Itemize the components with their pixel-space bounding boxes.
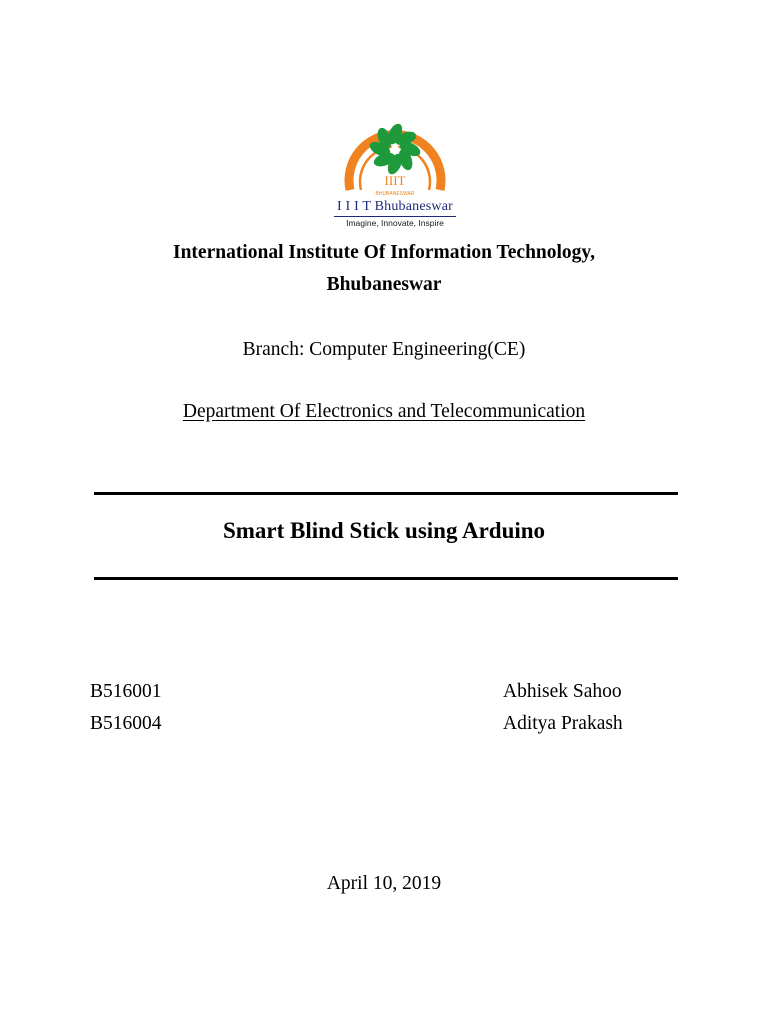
- title-top-rule: [94, 492, 678, 495]
- logo-divider: [334, 216, 456, 217]
- student-roll-1: B516001: [90, 681, 162, 702]
- student-name-2: Aditya Prakash: [503, 713, 623, 734]
- department-line: [0, 401, 768, 423]
- department-text: Department Of Electronics and Telecommunication: [182, 401, 586, 422]
- branch-text: Branch: Computer Engineering(CE): [242, 339, 526, 360]
- institute-logo: [330, 104, 460, 232]
- logo-tagline: Imagine, Innovate, Inspire: [346, 218, 444, 228]
- emblem-city: BHUBANESWAR: [375, 191, 415, 197]
- submission-date: April 10, 2019: [326, 873, 442, 894]
- student-name-1: Abhisek Sahoo: [503, 681, 622, 702]
- student-roll-2: B516004: [90, 713, 162, 734]
- pinwheel-emblem-icon: [330, 104, 460, 200]
- institute-name-line1: International Institute Of Information Technology,: [172, 242, 595, 263]
- title-bottom-rule: [94, 577, 678, 580]
- emblem-letters: IIIT: [384, 173, 406, 188]
- logo-name: I I I T Bhubaneswar: [336, 199, 454, 214]
- institute-name-line2: Bhubaneswar: [326, 274, 442, 295]
- project-title: Smart Blind Stick using Arduino: [222, 518, 546, 543]
